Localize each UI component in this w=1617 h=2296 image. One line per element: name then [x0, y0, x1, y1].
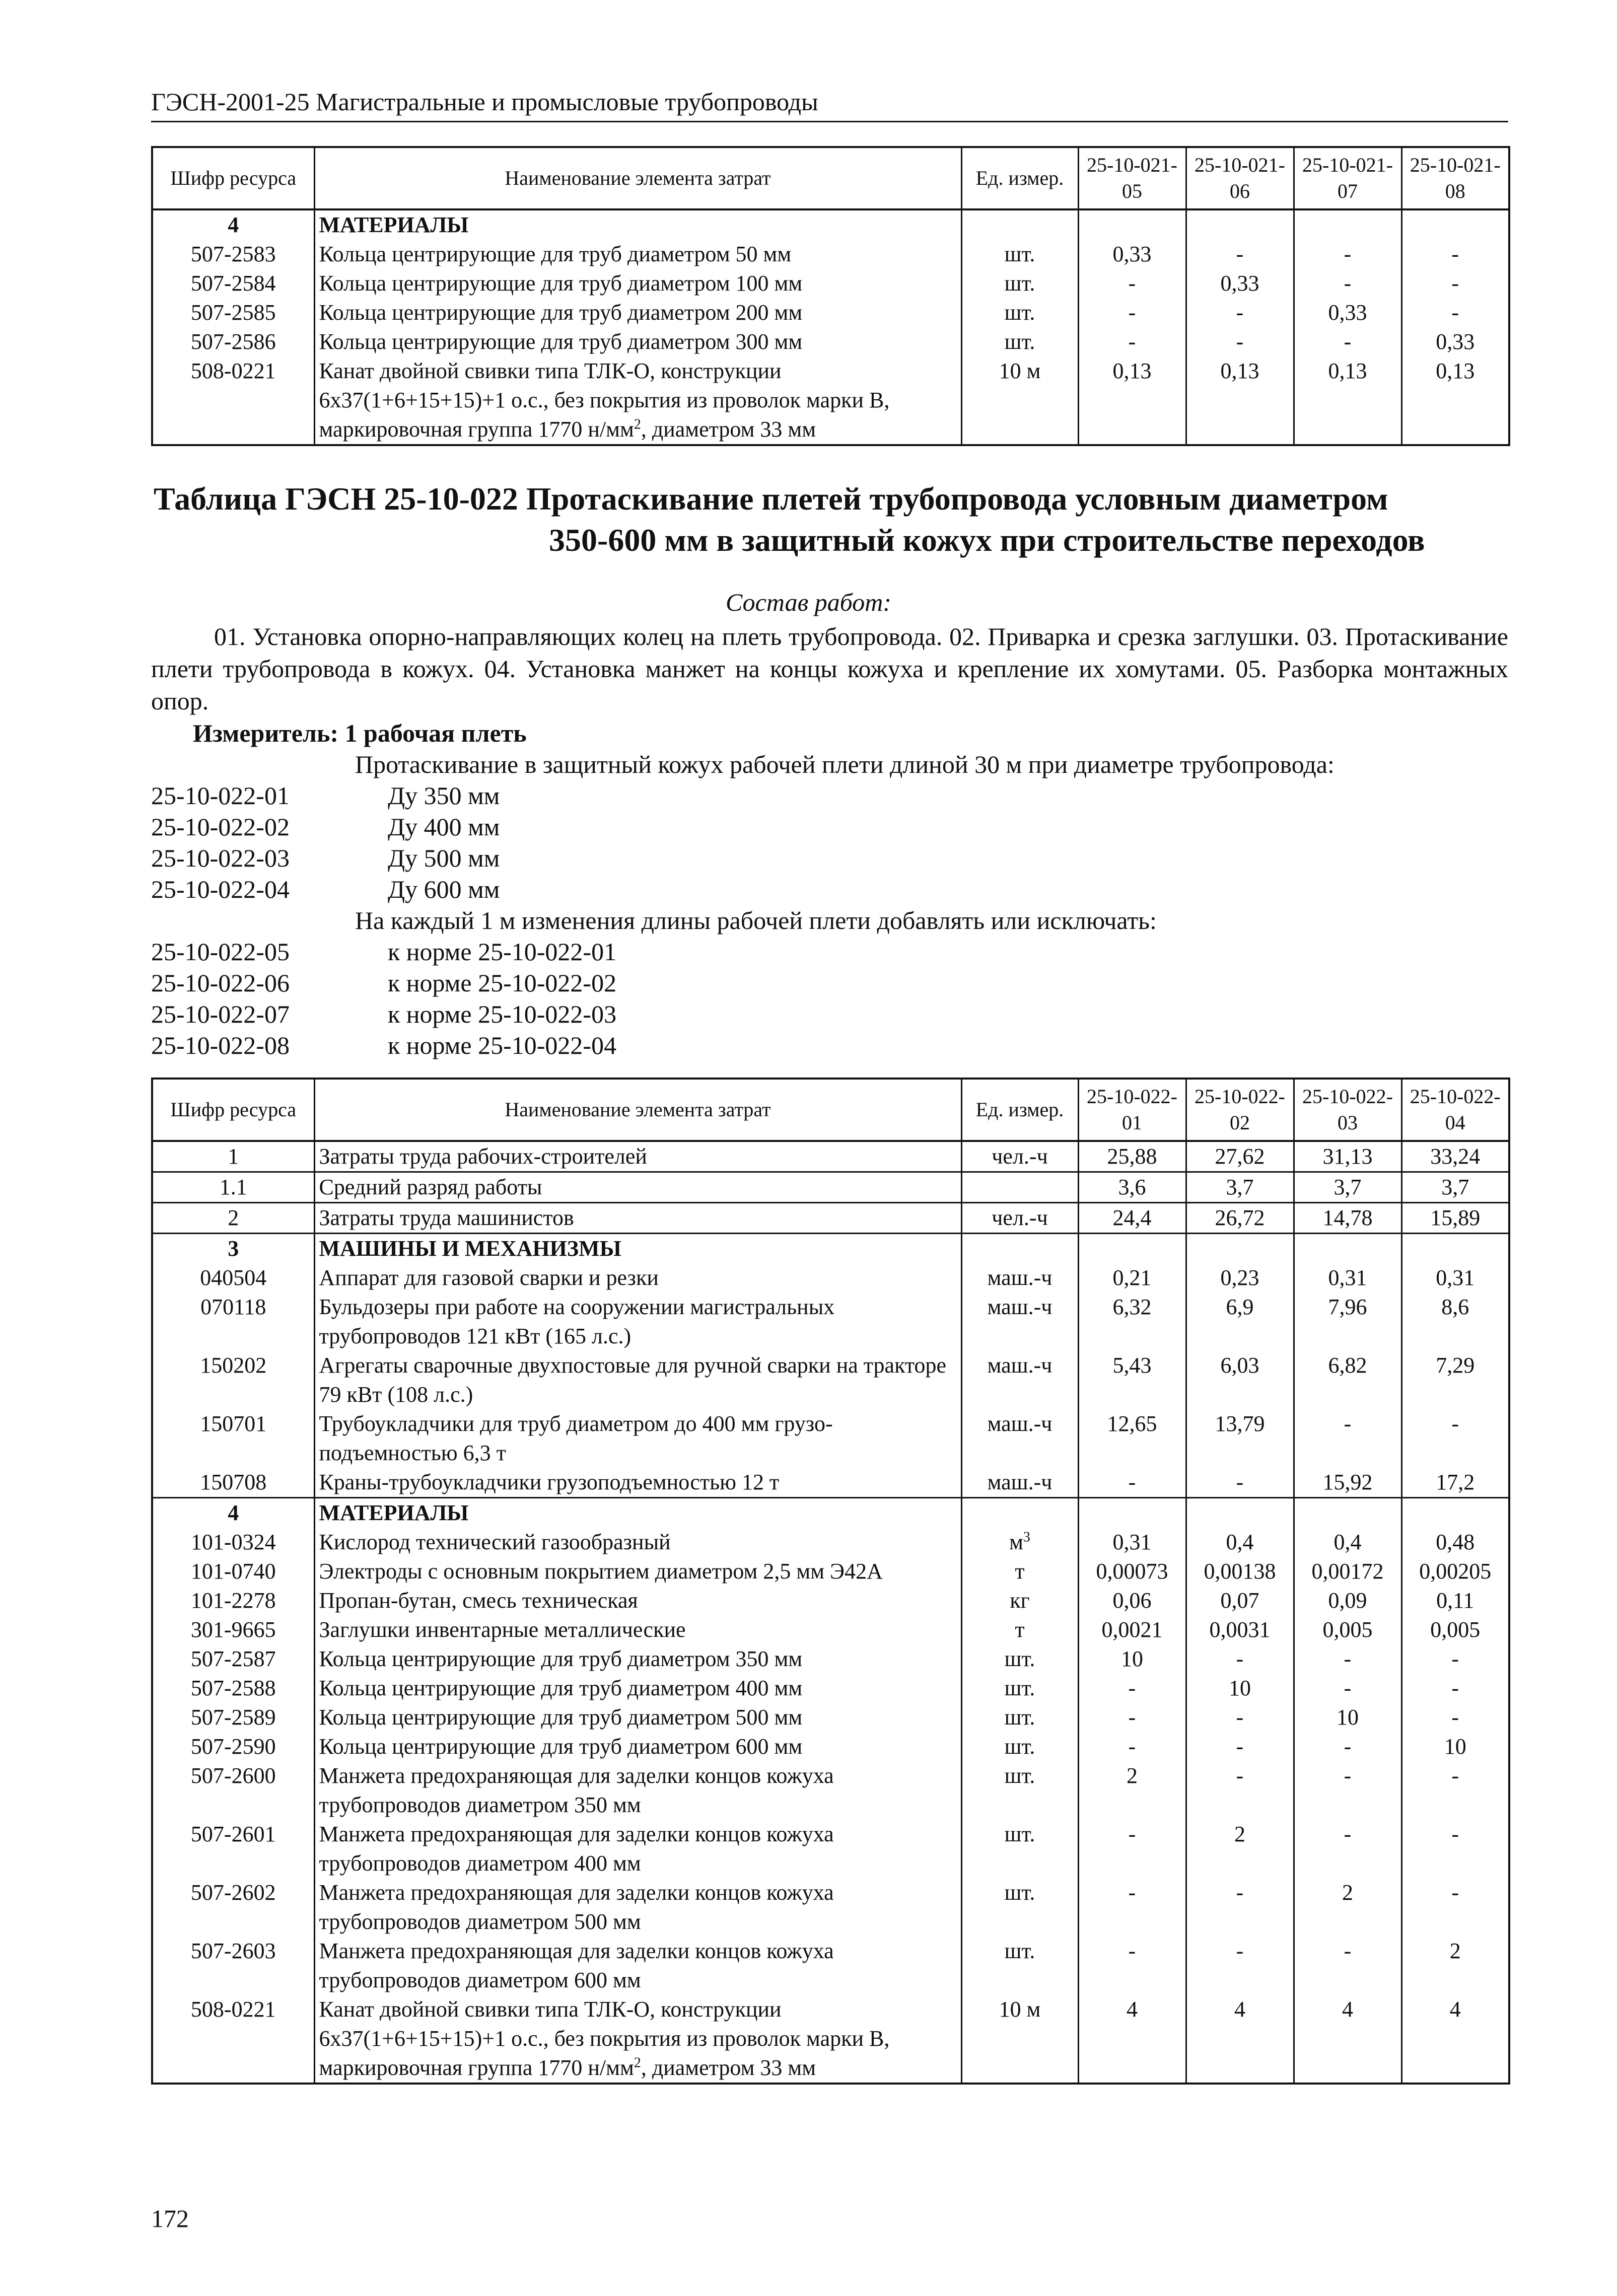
unit-of-measure: [961, 1498, 1078, 1528]
resource-code: 3: [152, 1234, 314, 1264]
norm-value: 5,43: [1078, 1351, 1186, 1409]
resource-code: 301-9665: [152, 1615, 314, 1644]
table-row: [152, 1234, 1509, 1264]
cost-element-name: Затраты труда машинистов: [314, 1203, 961, 1234]
norm-value: 3,7: [1186, 1172, 1294, 1203]
resource-code: 508-0221: [152, 356, 314, 445]
norm-value: 0,33: [1186, 269, 1294, 298]
cost-element-name: Трубоукладчики для труб диаметром до 400 мм грузо-подъемностью 6,3 т: [314, 1409, 961, 1468]
norm-value: 3,7: [1294, 1172, 1401, 1203]
resource-code: 101-0740: [152, 1557, 314, 1586]
header-unit: Ед. измер.: [961, 147, 1078, 209]
cost-element-name: Заглушки инвентарные металлические: [314, 1615, 961, 1644]
unit-of-measure: чел.-ч: [961, 1141, 1078, 1172]
norm-value: 0,33: [1401, 327, 1509, 356]
cost-element-name: МАШИНЫ И МЕХАНИЗМЫ: [314, 1234, 961, 1264]
resource-code: 507-2589: [152, 1703, 314, 1732]
norm-value: -: [1078, 1820, 1186, 1878]
header-norm-1: 25-10-021-05: [1078, 147, 1186, 209]
table-row: [152, 1761, 1509, 1820]
norm-value: -: [1186, 1878, 1294, 1936]
norm-code: 25-10-022-06: [151, 969, 290, 997]
norm-value: 0,06: [1078, 1586, 1186, 1615]
resource-code: 4: [152, 209, 314, 240]
norm-value: 0,33: [1078, 240, 1186, 269]
norm-value: -: [1186, 298, 1294, 327]
norm-value: -: [1078, 1703, 1186, 1732]
norm-value: [1186, 1234, 1294, 1264]
norm-value: [1186, 209, 1294, 240]
table-title: [154, 478, 1508, 561]
norm-value: -: [1294, 1409, 1401, 1468]
norm-value: -: [1078, 327, 1186, 356]
norm-value: [1294, 1498, 1401, 1528]
resource-code: 507-2585: [152, 298, 314, 327]
header-norm-3: 25-10-021-07: [1294, 147, 1401, 209]
cost-element-name: Краны-трубоукладчики грузоподъемностью 12 т: [314, 1468, 961, 1498]
norm-value: 3,7: [1401, 1172, 1509, 1203]
header-unit: Ед. измер.: [961, 1079, 1078, 1141]
norm-value: [1401, 209, 1509, 240]
norm-value: 0,13: [1294, 356, 1401, 445]
resource-code: 101-2278: [152, 1586, 314, 1615]
resource-code: 507-2590: [152, 1732, 314, 1761]
table-row: [152, 1263, 1509, 1293]
norm-value: -: [1294, 327, 1401, 356]
table-row: [152, 1468, 1509, 1498]
norm-value: 6,82: [1294, 1351, 1401, 1409]
unit-of-measure: т: [961, 1615, 1078, 1644]
table-row: [152, 269, 1509, 298]
caption-per-meter: На каждый 1 м изменения длины рабочей плети добавлять или исключать:: [355, 906, 1157, 935]
header-norm-1: 25-10-022-01: [1078, 1079, 1186, 1141]
table-row: [152, 1674, 1509, 1703]
norm-description: к норме 25-10-022-02: [388, 969, 617, 997]
norm-value: -: [1186, 1732, 1294, 1761]
norm-value: 0,00205: [1401, 1557, 1509, 1586]
norm-value: [1186, 1498, 1294, 1528]
norm-value: -: [1078, 1936, 1186, 1995]
cost-element-name: Кольца центрирующие для труб диаметром 300 мм: [314, 327, 961, 356]
norm-description: Ду 600 мм: [388, 875, 500, 903]
norm-value: 4: [1186, 1995, 1294, 2084]
resource-code: 150708: [152, 1468, 314, 1498]
cost-element-name: Средний разряд работы: [314, 1172, 961, 1203]
norm-code: 25-10-022-07: [151, 1000, 290, 1028]
norm-value: -: [1401, 1820, 1509, 1878]
norm-code: 25-10-022-08: [151, 1031, 290, 1059]
norm-value: -: [1401, 240, 1509, 269]
unit-of-measure: [961, 1172, 1078, 1203]
norm-value: -: [1401, 1644, 1509, 1674]
resource-code: 2: [152, 1203, 314, 1234]
header-norm-4: 25-10-021-08: [1401, 147, 1509, 209]
table-row: [152, 1141, 1509, 1172]
resource-code: 040504: [152, 1263, 314, 1293]
cost-element-name: Кольца центрирующие для труб диаметром 400 мм: [314, 1674, 961, 1703]
norm-code-line: [151, 967, 616, 998]
norm-value: [1401, 1234, 1509, 1264]
norm-value: 0,005: [1294, 1615, 1401, 1644]
table-row: [152, 1557, 1509, 1586]
norm-value: [1401, 1498, 1509, 1528]
norm-value: 7,29: [1401, 1351, 1509, 1409]
norm-value: 13,79: [1186, 1409, 1294, 1468]
norm-value: 33,24: [1401, 1141, 1509, 1172]
resource-code: 507-2601: [152, 1820, 314, 1878]
norm-value: [1078, 1234, 1186, 1264]
norm-value: 0,0021: [1078, 1615, 1186, 1644]
table-row: [152, 1615, 1509, 1644]
norm-value: 4: [1294, 1995, 1401, 2084]
norm-value: 15,89: [1401, 1203, 1509, 1234]
norm-value: 0,13: [1078, 356, 1186, 445]
norm-value: 4: [1078, 1995, 1186, 2084]
table-row: [152, 1732, 1509, 1761]
resource-code: 507-2584: [152, 269, 314, 298]
unit-of-measure: маш.-ч: [961, 1351, 1078, 1409]
cost-element-name: Канат двойной свивки типа ТЛК-О, конструкции 6х37(1+6+15+15)+1 о.с., без покрытия из проволок марки В, маркировочная группа 1770 $н/мм^2$, диаметром 33 мм: [314, 1995, 961, 2084]
norm-value: 0,31: [1294, 1263, 1401, 1293]
header-norm-3: 25-10-022-03: [1294, 1079, 1401, 1141]
norm-value: 7,96: [1294, 1293, 1401, 1351]
norm-value: 10: [1078, 1644, 1186, 1674]
norm-description: Ду 350 мм: [388, 781, 500, 810]
norm-description: Ду 400 мм: [388, 813, 500, 841]
norm-value: 0,13: [1401, 356, 1509, 445]
norm-value: 4: [1401, 1995, 1509, 2084]
norm-description: к норме 25-10-022-03: [388, 1000, 617, 1028]
norm-code-line: [151, 998, 616, 1030]
unit-of-measure: шт.: [961, 1761, 1078, 1820]
norm-value: -: [1294, 269, 1401, 298]
unit-of-measure: шт.: [961, 1732, 1078, 1761]
composition-heading: Состав работ:: [725, 588, 892, 616]
unit-of-measure: шт.: [961, 1644, 1078, 1674]
resource-code: 150202: [152, 1351, 314, 1409]
cost-element-name: Кольца центрирующие для труб диаметром 100 мм: [314, 269, 961, 298]
cost-element-name: Манжета предохраняющая для заделки концов кожуха трубопроводов диаметром 400 мм: [314, 1820, 961, 1878]
unit-of-measure: шт.: [961, 1820, 1078, 1878]
resource-code: 507-2586: [152, 327, 314, 356]
cost-element-name: Агрегаты сварочные двухпостовые для ручной сварки на тракторе 79 кВт (108 л.с.): [314, 1351, 961, 1409]
resource-code: 1.1: [152, 1172, 314, 1203]
unit-of-measure: чел.-ч: [961, 1203, 1078, 1234]
norm-value: -: [1401, 1878, 1509, 1936]
norm-value: -: [1401, 1761, 1509, 1820]
norm-value: 2: [1078, 1761, 1186, 1820]
norm-value: [1294, 1234, 1401, 1264]
norm-value: -: [1186, 327, 1294, 356]
resource-code: 070118: [152, 1293, 314, 1351]
norm-value: -: [1401, 1703, 1509, 1732]
norm-value: -: [1294, 1674, 1401, 1703]
norm-value: -: [1401, 1674, 1509, 1703]
norm-value: 0,31: [1401, 1263, 1509, 1293]
cost-element-name: Кислород технический газообразный: [314, 1528, 961, 1557]
norm-value: -: [1078, 1732, 1186, 1761]
cost-element-name: Манжета предохраняющая для заделки концов кожуха трубопроводов диаметром 600 мм: [314, 1936, 961, 1995]
norm-value: -: [1078, 269, 1186, 298]
unit-of-measure: $м^3$: [961, 1528, 1078, 1557]
unit-of-measure: шт.: [961, 1878, 1078, 1936]
header-cost-element: Наименование элемента затрат: [314, 1079, 961, 1141]
unit-of-measure: 10 м: [961, 356, 1078, 445]
norm-value: 0,13: [1186, 356, 1294, 445]
unit-of-measure: шт.: [961, 1674, 1078, 1703]
norm-value: -: [1294, 1761, 1401, 1820]
table-row: [152, 1498, 1509, 1528]
cost-element-name: Пропан-бутан, смесь техническая: [314, 1586, 961, 1615]
norm-value: [1078, 209, 1186, 240]
norm-value: -: [1186, 1936, 1294, 1995]
table-title-line-1: Таблица ГЭСН 25-10-022 Протаскивание плетей трубопровода условным диаметром: [154, 481, 1388, 517]
resource-code: 508-0221: [152, 1995, 314, 2084]
norm-value: 10: [1186, 1674, 1294, 1703]
table-row: [152, 209, 1509, 240]
norm-value: 6,9: [1186, 1293, 1294, 1351]
norm-code-line: [151, 874, 500, 905]
unit-of-measure: т: [961, 1557, 1078, 1586]
table-row: [152, 1293, 1509, 1351]
norm-code-line: [151, 936, 616, 967]
table-row: [152, 298, 1509, 327]
norm-value: 0,11: [1401, 1586, 1509, 1615]
cost-element-name: Затраты труда рабочих-строителей: [314, 1141, 961, 1172]
table-row: [152, 1644, 1509, 1674]
norm-value: 31,13: [1294, 1141, 1401, 1172]
norm-value: 0,48: [1401, 1528, 1509, 1557]
unit-of-measure: кг: [961, 1586, 1078, 1615]
norm-value: [1294, 209, 1401, 240]
norm-value: 27,62: [1186, 1141, 1294, 1172]
norm-code: 25-10-022-04: [151, 875, 290, 903]
cost-element-name: Электроды с основным покрытием диаметром 2,5 мм Э42А: [314, 1557, 961, 1586]
norm-value: 0,4: [1186, 1528, 1294, 1557]
header-resource-code: Шифр ресурса: [152, 1079, 314, 1141]
cost-element-name: Кольца центрирующие для труб диаметром 600 мм: [314, 1732, 961, 1761]
resource-code: 150701: [152, 1409, 314, 1468]
norm-value: -: [1294, 240, 1401, 269]
unit-of-measure: маш.-ч: [961, 1409, 1078, 1468]
norm-code: 25-10-022-01: [151, 781, 290, 810]
norm-value: -: [1078, 1468, 1186, 1498]
norm-value: 15,92: [1294, 1468, 1401, 1498]
unit-of-measure: шт.: [961, 1703, 1078, 1732]
cost-element-name: Кольца центрирующие для труб диаметром 350 мм: [314, 1644, 961, 1674]
norm-value: 14,78: [1294, 1203, 1401, 1234]
cost-element-name: Бульдозеры при работе на сооружении магистральных трубопроводов 121 кВт (165 л.с.): [314, 1293, 961, 1351]
composition-text: 01. Установка опорно-направляющих колец на плеть трубопровода. 02. Приварка и срезка заглушки. 03. Протаскивание плети трубопровода в кожух. 04. Установка манжет на концы кожуха и крепление их хомутами. 05. Разборка монтажных опор.: [151, 622, 1508, 715]
table-row: [152, 1586, 1509, 1615]
norm-value: 0,07: [1186, 1586, 1294, 1615]
norm-value: 2: [1294, 1878, 1401, 1936]
norm-value: 2: [1401, 1936, 1509, 1995]
cost-element-name: Канат двойной свивки типа ТЛК-О, конструкции 6х37(1+6+15+15)+1 о.с., без покрытия из проволок марки В, маркировочная группа 1770 $н/мм^2$, диаметром 33 мм: [314, 356, 961, 445]
norm-value: -: [1078, 298, 1186, 327]
norm-code-line: [151, 1030, 616, 1061]
norm-code-line: [151, 811, 500, 842]
header-norm-2: 25-10-022-02: [1186, 1079, 1294, 1141]
table-row: [152, 356, 1509, 445]
unit-of-measure: маш.-ч: [961, 1263, 1078, 1293]
unit-of-measure: шт.: [961, 1936, 1078, 1995]
norm-value: -: [1294, 1936, 1401, 1995]
norm-code: 25-10-022-05: [151, 938, 290, 966]
header-cost-element: Наименование элемента затрат: [314, 147, 961, 209]
resource-code: 1: [152, 1141, 314, 1172]
norm-value: -: [1294, 1820, 1401, 1878]
norm-description: Ду 500 мм: [388, 844, 500, 872]
norm-value: -: [1078, 1674, 1186, 1703]
norm-value: 0,31: [1078, 1528, 1186, 1557]
table-row: [152, 1203, 1509, 1234]
unit-of-measure: [961, 209, 1078, 240]
norm-value: 26,72: [1186, 1203, 1294, 1234]
table-row: [152, 1936, 1509, 1995]
unit-of-measure: маш.-ч: [961, 1468, 1078, 1498]
resource-code: 507-2583: [152, 240, 314, 269]
norm-value: [1078, 1498, 1186, 1528]
table-row: [152, 1820, 1509, 1878]
table-row: [152, 327, 1509, 356]
table-row: [152, 1351, 1509, 1409]
norm-value: -: [1294, 1644, 1401, 1674]
header-norm-2: 25-10-021-06: [1186, 147, 1294, 209]
resource-table-main: [151, 1078, 1510, 2085]
norm-description: к норме 25-10-022-04: [388, 1031, 617, 1059]
norm-value: -: [1401, 269, 1509, 298]
table-row: [152, 240, 1509, 269]
norm-value: 10: [1294, 1703, 1401, 1732]
norm-value: -: [1186, 1644, 1294, 1674]
norm-value: 0,33: [1294, 298, 1401, 327]
norm-value: 0,00172: [1294, 1557, 1401, 1586]
norm-value: 0,00138: [1186, 1557, 1294, 1586]
page-header: ГЭСН-2001-25 Магистральные и промысловые трубопроводы: [151, 86, 1508, 122]
norm-value: 0,23: [1186, 1263, 1294, 1293]
norm-value: 24,4: [1078, 1203, 1186, 1234]
norm-code-line: [151, 780, 500, 811]
cost-element-name: Манжета предохраняющая для заделки концов кожуха трубопроводов диаметром 350 мм: [314, 1761, 961, 1820]
norm-code: 25-10-022-02: [151, 813, 290, 841]
unit-of-measure: шт.: [961, 240, 1078, 269]
norm-value: -: [1078, 1878, 1186, 1936]
norm-value: 6,32: [1078, 1293, 1186, 1351]
meter-line: Измеритель: 1 рабочая плеть: [193, 719, 527, 747]
norm-code: 25-10-022-03: [151, 844, 290, 872]
norm-value: 2: [1186, 1820, 1294, 1878]
norm-value: 12,65: [1078, 1409, 1186, 1468]
resource-code: 507-2602: [152, 1878, 314, 1936]
norm-value: -: [1401, 298, 1509, 327]
resource-code: 101-0324: [152, 1528, 314, 1557]
norm-value: 25,88: [1078, 1141, 1186, 1172]
page-number: 172: [151, 2204, 189, 2233]
table-row: [152, 1172, 1509, 1203]
norm-value: -: [1186, 240, 1294, 269]
cost-element-name: МАТЕРИАЛЫ: [314, 209, 961, 240]
norm-value: 6,03: [1186, 1351, 1294, 1409]
resource-table-top: [151, 146, 1510, 446]
table-row: [152, 1878, 1509, 1936]
unit-of-measure: шт.: [961, 298, 1078, 327]
norm-value: -: [1401, 1409, 1509, 1468]
resource-code: 507-2603: [152, 1936, 314, 1995]
cost-element-name: Аппарат для газовой сварки и резки: [314, 1263, 961, 1293]
table-row: [152, 1528, 1509, 1557]
table-row: [152, 1409, 1509, 1468]
resource-code: 507-2600: [152, 1761, 314, 1820]
norm-value: -: [1186, 1703, 1294, 1732]
header-norm-4: 25-10-022-04: [1401, 1079, 1509, 1141]
table-header-row: [152, 1079, 1509, 1141]
norm-value: -: [1186, 1761, 1294, 1820]
unit-of-measure: маш.-ч: [961, 1293, 1078, 1351]
resource-code: 507-2588: [152, 1674, 314, 1703]
norm-code-line: [151, 842, 500, 874]
norm-value: -: [1294, 1732, 1401, 1761]
norm-value: 8,6: [1401, 1293, 1509, 1351]
norm-value: 0,09: [1294, 1586, 1401, 1615]
norm-description: к норме 25-10-022-01: [388, 938, 617, 966]
unit-of-measure: 10 м: [961, 1995, 1078, 2084]
unit-of-measure: шт.: [961, 327, 1078, 356]
resource-code: 4: [152, 1498, 314, 1528]
norm-value: 10: [1401, 1732, 1509, 1761]
norm-value: 17,2: [1401, 1468, 1509, 1498]
cost-element-name: Кольца центрирующие для труб диаметром 50 мм: [314, 240, 961, 269]
cost-element-name: Кольца центрирующие для труб диаметром 500 мм: [314, 1703, 961, 1732]
cost-element-name: МАТЕРИАЛЫ: [314, 1498, 961, 1528]
header-resource-code: Шифр ресурса: [152, 147, 314, 209]
resource-code: 507-2587: [152, 1644, 314, 1674]
norm-value: 0,00073: [1078, 1557, 1186, 1586]
unit-of-measure: шт.: [961, 269, 1078, 298]
norm-value: 0,21: [1078, 1263, 1186, 1293]
table-header-row: [152, 147, 1509, 209]
table-row: [152, 1995, 1509, 2084]
cost-element-name: Манжета предохраняющая для заделки концов кожуха трубопроводов диаметром 500 мм: [314, 1878, 961, 1936]
norm-value: 0,005: [1401, 1615, 1509, 1644]
norm-value: -: [1186, 1468, 1294, 1498]
unit-of-measure: [961, 1234, 1078, 1264]
table-title-line-2: 350-600 мм в защитный кожух при строительстве переходов: [549, 522, 1425, 558]
norm-value: 3,6: [1078, 1172, 1186, 1203]
norm-value: 0,0031: [1186, 1615, 1294, 1644]
caption-length-30m: Протаскивание в защитный кожух рабочей плети длиной 30 м при диаметре трубопровода:: [355, 750, 1334, 778]
norm-value: 0,4: [1294, 1528, 1401, 1557]
table-row: [152, 1703, 1509, 1732]
cost-element-name: Кольца центрирующие для труб диаметром 200 мм: [314, 298, 961, 327]
